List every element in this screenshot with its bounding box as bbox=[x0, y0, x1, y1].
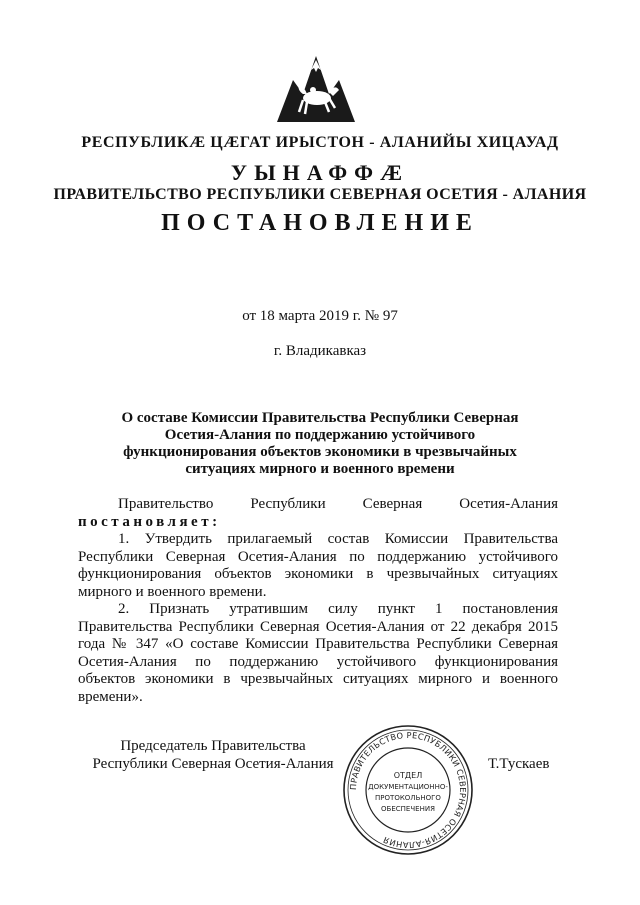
decrees-word: постановляет: bbox=[78, 513, 221, 530]
stamp-line-3: ПРОТОКОЛЬНОГО bbox=[375, 794, 441, 802]
header-resolution-ossetian: УЫНАФФӔ bbox=[230, 160, 410, 185]
stamp-line-4: ОБЕСПЕЧЕНИЯ bbox=[381, 805, 435, 813]
signature-position bbox=[78, 738, 348, 773]
document-date: от 18 марта 2019 г. № 97 bbox=[242, 308, 398, 324]
stamp-line-2: ДОКУМЕНТАЦИОННО- bbox=[368, 783, 448, 791]
header-government-russian: ПРАВИТЕЛЬСТВО РЕСПУБЛИКИ СЕВЕРНАЯ ОСЕТИЯ - АЛАНИЯ bbox=[53, 186, 587, 203]
header-resolution-russian: ПОСТАНОВЛЕНИЕ bbox=[161, 210, 479, 236]
stamp-outer-text: ПРАВИТЕЛЬСТВО РЕСПУБЛИКИ СЕВЕРНАЯ ОСЕТИЯ-АЛАНИЯ bbox=[347, 729, 469, 851]
item-2: 2. Признать утратившим силу пункт 1 постановления Правительства Республики Северная Осетия-Алания от 22 декабря 2015 года № 347 «О составе Комиссии Правительства Республики Северная Осетия-Алания по поддержанию устойчивого функционирования объектов экономики в чрезвычайных ситуациях мирного и военного времени». bbox=[78, 601, 558, 705]
document-title: О составе Комиссии Правительства Республики Северная Осетия-Алания по поддержанию устойчивого функционирования объектов экономики в чрезвычайных ситуациях мирного и военного времени bbox=[121, 410, 519, 477]
stamp-line-1: ОТДЕЛ bbox=[393, 771, 423, 780]
document-city: г. Владикавказ bbox=[273, 343, 367, 359]
document-body bbox=[78, 496, 558, 706]
official-stamp bbox=[340, 722, 476, 858]
header-republic-ossetian: РЕСПУБЛИКӔ ЦӔГАТ ИРЫСТОН - АЛАНИЙЫ ХИЦАУАД bbox=[81, 134, 559, 151]
coat-of-arms-emblem-icon bbox=[273, 50, 359, 126]
position-line-1: Председатель Правительства bbox=[120, 738, 306, 754]
preamble: Правительство Республики Северная Осетия-Алания bbox=[118, 496, 558, 512]
position-line-2: Республики Северная Осетия-Алания bbox=[92, 755, 334, 772]
signatory-name: Т.Тускаев bbox=[488, 756, 550, 772]
item-1: 1. Утвердить прилагаемый состав Комиссии Правительства Республики Северная Осетия-Алания по поддержанию устойчивого функционирования объектов экономики в чрезвычайных ситуациях мирного и военного времени. bbox=[78, 531, 558, 600]
